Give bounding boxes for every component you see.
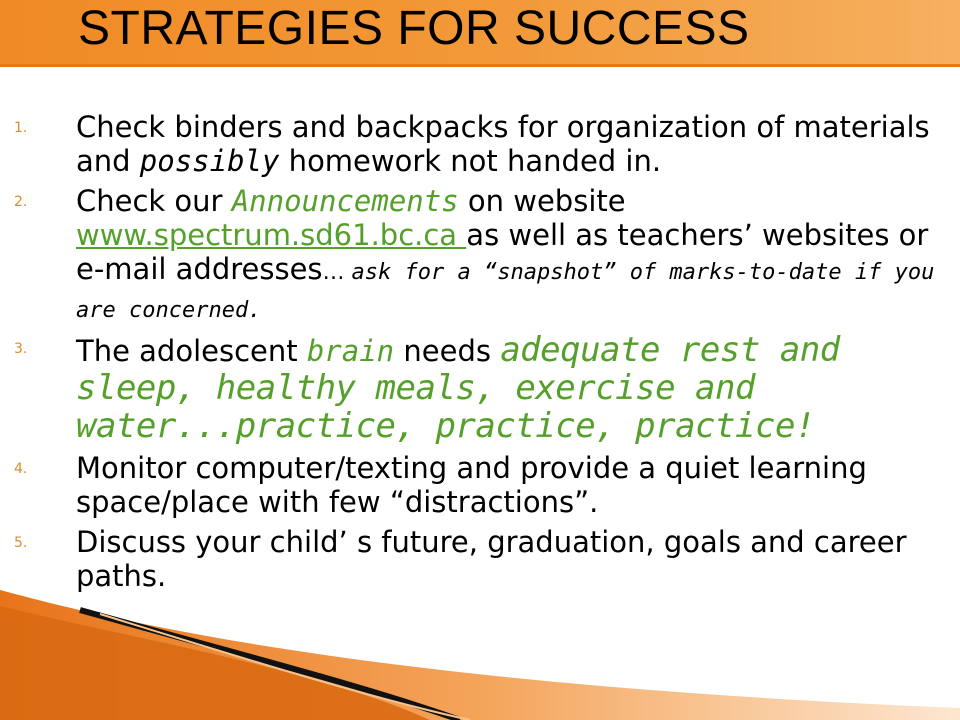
list-item-text: Monitor computer/texting and provide a quiet learning space/place with few “distractions”.: [76, 451, 867, 519]
text-segment: on website: [458, 184, 626, 218]
list-item-text: [76, 110, 946, 178]
decorative-swoosh: [0, 590, 960, 720]
list-item: [0, 451, 960, 519]
text-segment: Check binders and backpacks for organization of materials and: [76, 110, 930, 178]
text-segment: homework not handed in.: [279, 144, 662, 178]
note-text: ask for a “snapshot” of marks-to-date if you are concerned.: [76, 260, 935, 323]
list-item-text: [76, 184, 946, 325]
list-number: 2.: [14, 194, 28, 210]
strategies-list: [0, 110, 960, 599]
list-item: [0, 184, 960, 325]
text-segment: …: [322, 260, 352, 285]
text-segment: The adolescent: [76, 334, 307, 368]
text-segment: needs: [394, 334, 501, 368]
title-bar: [0, 0, 960, 67]
list-item-text: [76, 331, 946, 445]
slide-title: STRATEGIES FOR SUCCESS: [78, 2, 750, 55]
text-segment: Check our: [76, 184, 232, 218]
list-item: [0, 331, 960, 445]
text-segment: as well as teachers’ websites or e-mail addresses: [76, 218, 929, 286]
list-item: [0, 110, 960, 178]
list-number: 4.: [14, 461, 28, 477]
emphasis-text: possibly: [139, 144, 280, 178]
list-item-text: Discuss your child’ s future, graduation, goals and career paths.: [76, 525, 907, 593]
list-number: 3.: [14, 341, 28, 357]
highlight-text: adequate rest and sleep, healthy meals, exercise and water...practice, practice, practice!: [76, 330, 840, 446]
list-number: 1.: [14, 120, 28, 136]
website-link[interactable]: www.spectrum.sd61.bc.ca: [76, 218, 467, 252]
emphasis-text: Announcements: [231, 184, 459, 218]
list-item: [0, 525, 960, 593]
emphasis-text: brain: [306, 334, 395, 368]
list-number: 5.: [14, 535, 28, 551]
